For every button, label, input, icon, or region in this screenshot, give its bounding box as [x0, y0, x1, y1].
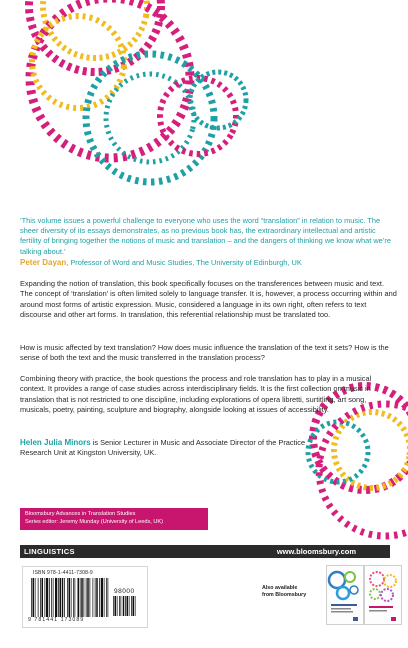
barcode-bar: [33, 578, 35, 617]
author-bio-text: is Senior Lecturer in Music and Associate Director of the Practice Research Unit at Kingston University, UK.: [20, 438, 306, 458]
barcode-bar: [121, 596, 122, 616]
barcode-bar: [119, 596, 120, 616]
addon-barcode-icon: [113, 596, 141, 616]
barcode-bar: [104, 578, 105, 617]
barcode-bar: [81, 578, 83, 617]
footer-bar: [20, 545, 390, 558]
barcode-bar: [123, 596, 125, 616]
barcode-bar: [86, 578, 87, 617]
barcode-bar: [84, 578, 85, 617]
barcode-icon: [31, 578, 111, 617]
barcode-bar: [49, 578, 50, 617]
author-name: Helen Julia Minors: [20, 438, 91, 447]
isbn-label: ISBN 978-1-4411-7308-9: [33, 570, 93, 576]
related-book-thumbnail[interactable]: [326, 565, 364, 625]
barcode-bar: [80, 578, 81, 617]
barcode-bar: [46, 578, 48, 617]
barcode-bar: [125, 596, 126, 616]
series-title: Bloomsbury Advances in Translation Studies: [25, 511, 136, 517]
series-editor: Series editor: Jeremy Munday (University of Leeds, UK): [25, 519, 164, 525]
barcode-bar: [127, 596, 129, 616]
description-paragraph-3: Combining theory with practice, the book questions the process and role translation has to play in a musical context. It provides a range of case studies across interdisciplinary fields. It is the first collection on music in translation that is not restricted to one discipline, including explorations of opera libretti, surtitling, art song, musicals, poetry, painting, sculpture and biography, alongside looking at issues of accessibility.: [20, 374, 372, 414]
subject-category: LINGUISTICS: [24, 547, 75, 556]
barcode-bar: [108, 578, 109, 617]
barcode-bar: [87, 578, 89, 617]
endorsement-quote: ‘This volume issues a powerful challenge to everyone who uses the word “translation” in relation to music. The sheer diversity of its essays demonstrates, as no previous book has, the extraordinary intellectual and artistic fertility of bringing together the notions of music and translation – and the dangers of thinking we know what we’re talking about.’: [20, 216, 391, 256]
barcode-bar: [106, 578, 107, 617]
barcode-bar: [67, 578, 68, 617]
description-paragraph-1: Expanding the notion of translation, this book specifically focuses on the transferences between music and text. The concept of ‘translation’ is often limited solely to language transfer. It is, however, a process occurring within and around most forms of artistic expression. Music, considered a language in its own right, often refers to text discourse and other art forms. In translation, this referential relationship must be translated too.: [20, 279, 397, 319]
barcode-bar: [73, 578, 74, 617]
barcode-bar: [133, 596, 135, 616]
barcode-bar: [117, 596, 118, 616]
description-paragraph-2: How is music affected by text translation? How does music influence the translation of the text it sets? How is the sense of both the text and the music transferred in the translation process?: [20, 343, 389, 363]
barcode-bar: [96, 578, 98, 617]
barcode-bar: [64, 578, 65, 617]
publisher-website: www.bloomsbury.com: [276, 547, 356, 556]
barcode-bar: [101, 578, 103, 617]
decorative-ring-3: [28, 12, 128, 112]
barcode-bar: [31, 578, 32, 617]
barcode-bar: [75, 578, 76, 617]
barcode-bar: [58, 578, 59, 617]
barcode-bar: [113, 596, 114, 616]
barcode-box: [22, 566, 148, 628]
barcode-bar: [69, 578, 71, 617]
endorsement-attribution: [20, 258, 400, 268]
barcode-bar: [99, 578, 100, 617]
barcode-bar: [45, 578, 46, 617]
related-book-cover-icon: [365, 566, 401, 624]
barcode-bar: [131, 596, 132, 616]
barcode-bar: [95, 578, 96, 617]
decorative-ring-7: [190, 72, 246, 128]
barcode-bar: [55, 578, 57, 617]
related-book-thumbnail[interactable]: [364, 565, 402, 625]
barcode-bar: [90, 578, 91, 617]
barcode-bar: [60, 578, 62, 617]
barcode-bar: [53, 578, 54, 617]
decorative-ring-0: [29, 0, 161, 72]
barcode-bar: [71, 578, 72, 617]
barcode-number: 9 781441 173089: [28, 617, 85, 623]
barcode-bar: [115, 596, 117, 616]
related-book-cover-icon: [327, 566, 363, 624]
also-available-label: [262, 585, 312, 599]
barcode-bar: [38, 578, 39, 617]
also-available-line2: from Bloomsbury: [262, 592, 307, 598]
barcode-bar: [93, 578, 94, 617]
author-bio: [20, 438, 310, 459]
endorser-role: , Professor of Word and Music Studies, The University of Edinburgh, UK: [66, 258, 302, 267]
decorative-ring-5: [96, 64, 204, 172]
barcode-bar: [51, 578, 52, 617]
barcode-bar: [135, 596, 136, 616]
series-info-box: [20, 508, 208, 530]
barcode-bar: [62, 578, 64, 617]
barcode-bar: [42, 578, 44, 617]
price-code: 98000: [114, 588, 135, 595]
barcode-bar: [40, 578, 41, 617]
endorser-name: Peter Dayan: [20, 258, 67, 267]
barcode-bar: [78, 578, 80, 617]
barcode-bar: [129, 596, 130, 616]
barcode-bar: [35, 578, 36, 617]
also-available-line1: Also available: [262, 585, 298, 591]
